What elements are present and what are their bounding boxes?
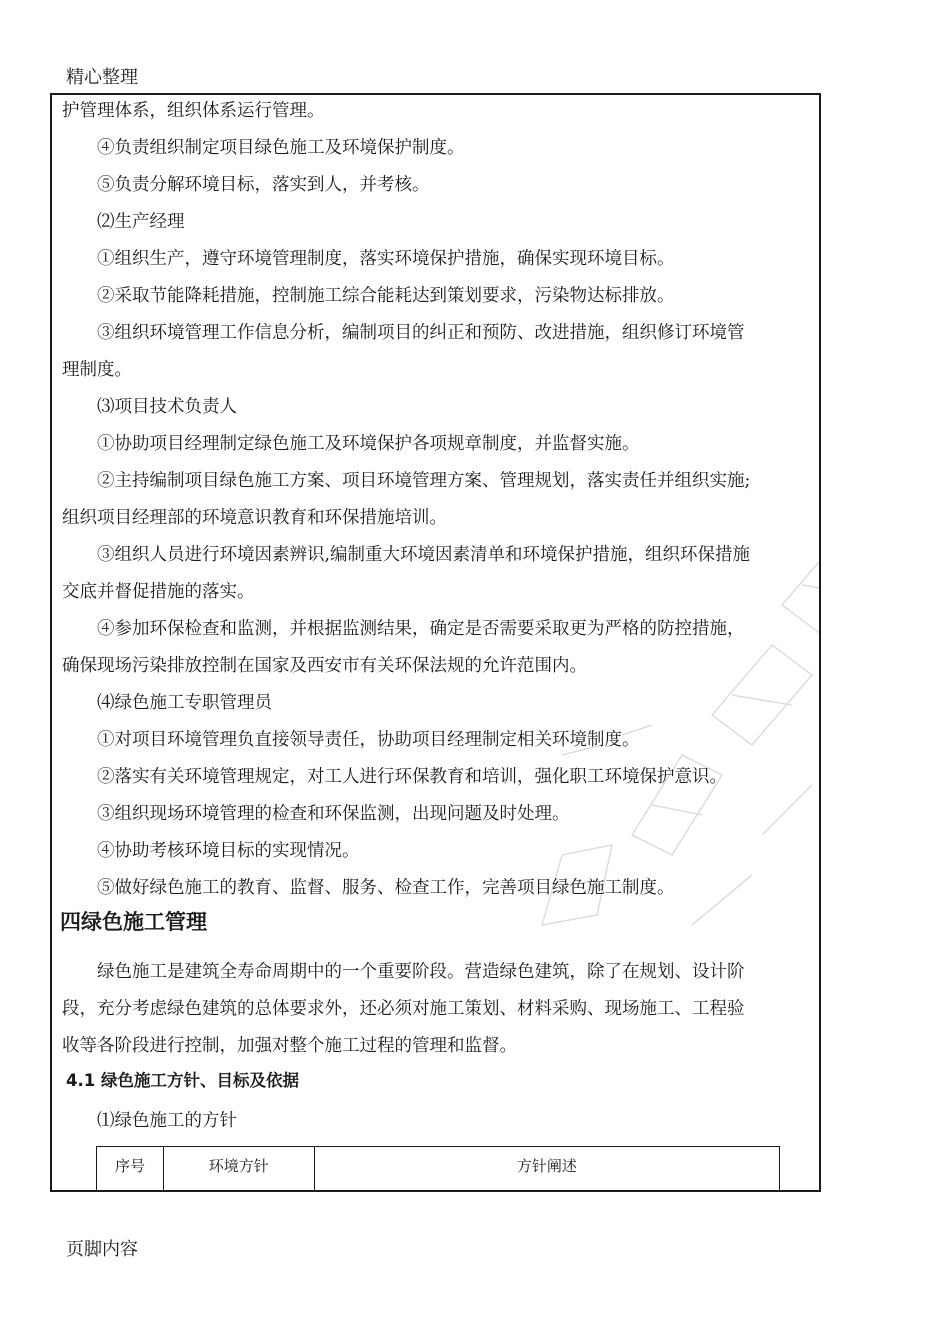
text-line: ④协助考核环境目标的实现情况。: [97, 841, 360, 861]
text-line: 护管理体系，组织体系运行管理。: [62, 101, 325, 121]
page-footer: 页脚内容: [66, 1239, 138, 1260]
text-line: ③组织现场环境管理的检查和环保监测，出现问题及时处理。: [97, 804, 570, 824]
content-frame: [50, 93, 821, 1192]
subheading-line: ⑶项目技术负责人: [97, 397, 237, 417]
text-line: 交底并督促措施的落实。: [62, 582, 255, 602]
text-line: 段，充分考虑绿色建筑的总体要求外，还必须对施工策划、材料采购、现场施工、工程验: [62, 999, 745, 1019]
text-line: 收等各阶段进行控制，加强对整个施工过程的管理和监督。: [62, 1036, 517, 1056]
section-heading: 四绿色施工管理: [60, 910, 207, 934]
text-line: ③组织人员进行环境因素辨识,编制重大环境因素清单和环境保护措施，组织环保措施: [97, 545, 751, 565]
text-line: ③组织环境管理工作信息分析，编制项目的纠正和预防、改进措施，组织修订环境管: [97, 323, 745, 343]
text-line: ①组织生产，遵守环境管理制度，落实环境保护措施，确保实现环境目标。: [97, 249, 675, 269]
policy-table: [96, 1146, 780, 1192]
text-line: ②主持编制项目绿色施工方案、项目环境管理方案、管理规划，落实责任并组织实施;: [97, 471, 751, 491]
text-line: ②采取节能降耗措施，控制施工综合能耗达到策划要求，污染物达标排放。: [97, 286, 675, 306]
text-line: ①对项目环境管理负直接领导责任，协助项目经理制定相关环境制度。: [97, 730, 640, 750]
text-line: 确保现场污染排放控制在国家及西安市有关环保法规的允许范围内。: [62, 656, 587, 676]
table-header-row: [97, 1147, 780, 1193]
subheading-line: ⑷绿色施工专职管理员: [97, 693, 272, 713]
subheading-line: ⑴绿色施工的方针: [97, 1111, 237, 1131]
text-line: 绿色施工是建筑全寿命周期中的一个重要阶段。营造绿色建筑，除了在规划、设计阶: [97, 962, 745, 982]
text-line: ①协助项目经理制定绿色施工及环境保护各项规章制度，并监督实施。: [97, 434, 640, 454]
text-line: ②落实有关环境管理规定，对工人进行环保教育和培训，强化职工环境保护意识。: [97, 767, 727, 787]
page-header: 精心整理: [66, 67, 138, 88]
column-header-description: 方针阐述: [314, 1147, 779, 1193]
subheading-line: ⑵生产经理: [97, 212, 185, 232]
column-header-policy: 环境方针: [163, 1147, 314, 1193]
text-line: ⑤负责分解环境目标，落实到人，并考核。: [97, 175, 430, 195]
text-line: ⑤做好绿色施工的教育、监督、服务、检查工作，完善项目绿色施工制度。: [97, 878, 675, 898]
text-line: 理制度。: [62, 360, 132, 380]
text-line: ④参加环保检查和监测，并根据监测结果，确定是否需要采取更为严格的防控措施，: [97, 619, 745, 639]
subsection-heading: 4.1 绿色施工方针、目标及依据: [66, 1071, 299, 1090]
text-line: 组织项目经理部的环境意识教育和环保措施培训。: [62, 508, 447, 528]
column-header-number: 序号: [97, 1147, 164, 1193]
text-line: ④负责组织制定项目绿色施工及环境保护制度。: [97, 138, 465, 158]
